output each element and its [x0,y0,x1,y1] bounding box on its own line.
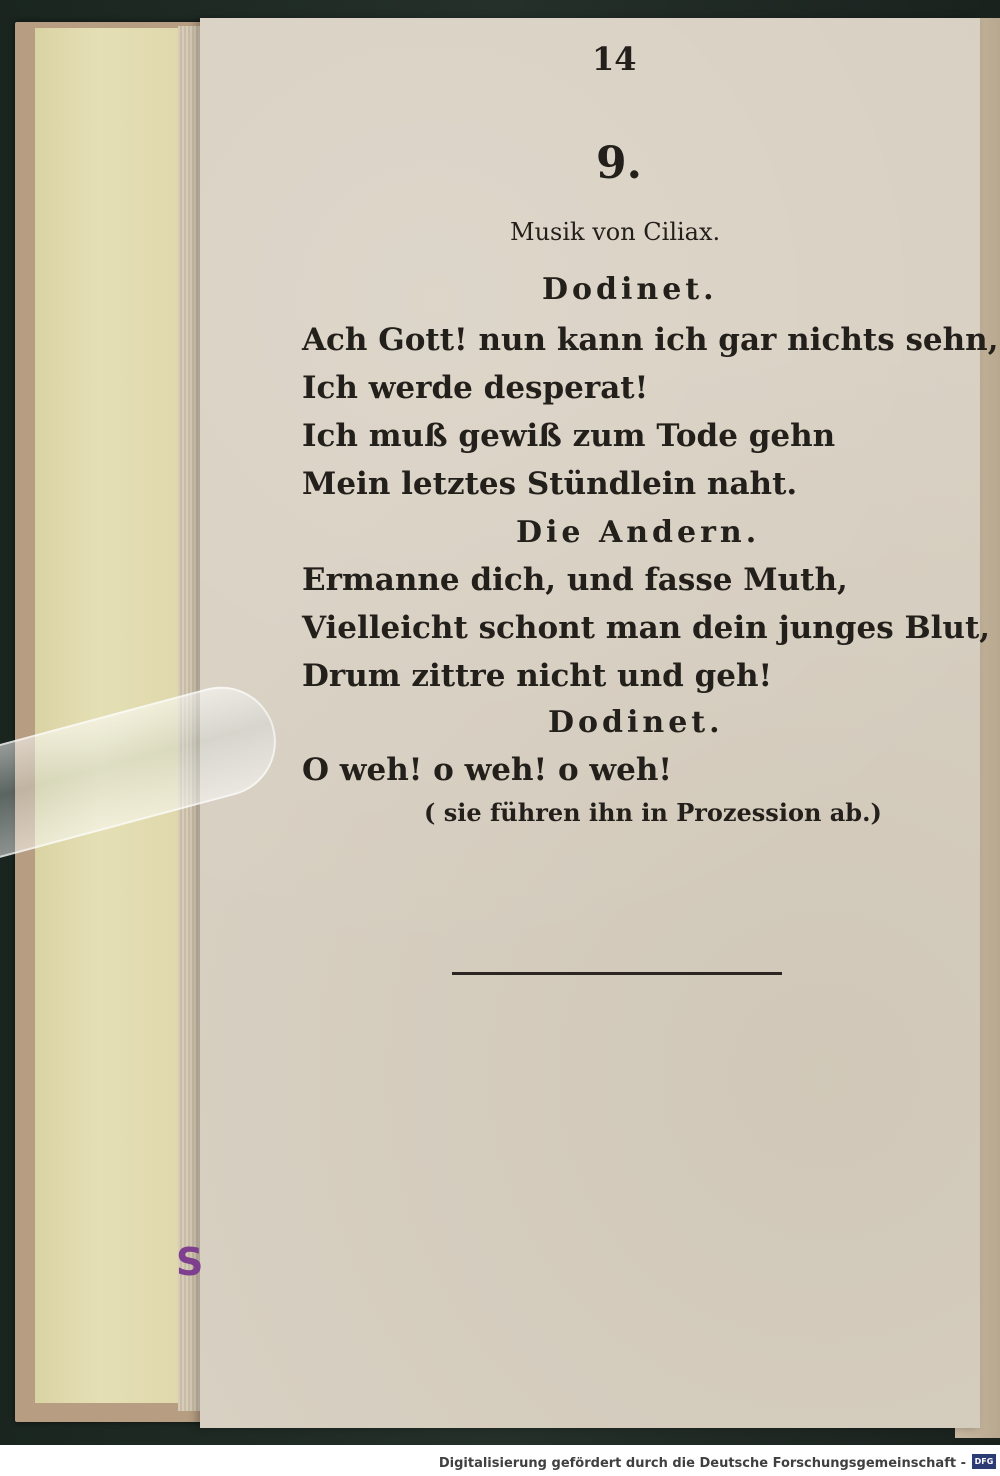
dfg-logo-icon: DFG [972,1454,996,1469]
speaker-heading: Dodinet. [548,705,724,740]
verse-line: Ich muß gewiß zum Tode gehn [302,418,836,454]
section-rule [452,972,782,975]
speaker-heading: Dodinet. [542,272,718,307]
verse-line: O weh! o weh! o weh! [302,752,672,788]
verse-line: Mein letztes Stündlein naht. [302,466,798,502]
library-stamp: S [176,1240,204,1284]
verse-line: Ermanne dich, und fasse Muth, [302,562,848,598]
footer-credit: Digitalisierung gefördert durch die Deutsche Forschungsgemeinschaft - [438,1456,966,1471]
song-number: 9. [596,138,642,189]
verse-line: Drum zittre nicht und geh! [302,658,773,694]
footer-bar [0,1445,1000,1476]
page-number: 14 [592,40,637,78]
stage-direction: ( sie führen ihn in Prozession ab.) [424,798,882,827]
verse-line: Vielleicht schont man dein junges Blut, [302,610,991,646]
composer-credit: Musik von Ciliax. [510,218,721,246]
verse-line: Ich werde desperat! [302,370,649,406]
speaker-heading: Die Andern. [516,515,761,550]
verse-line: Ach Gott! nun kann ich gar nichts sehn, [302,322,999,358]
